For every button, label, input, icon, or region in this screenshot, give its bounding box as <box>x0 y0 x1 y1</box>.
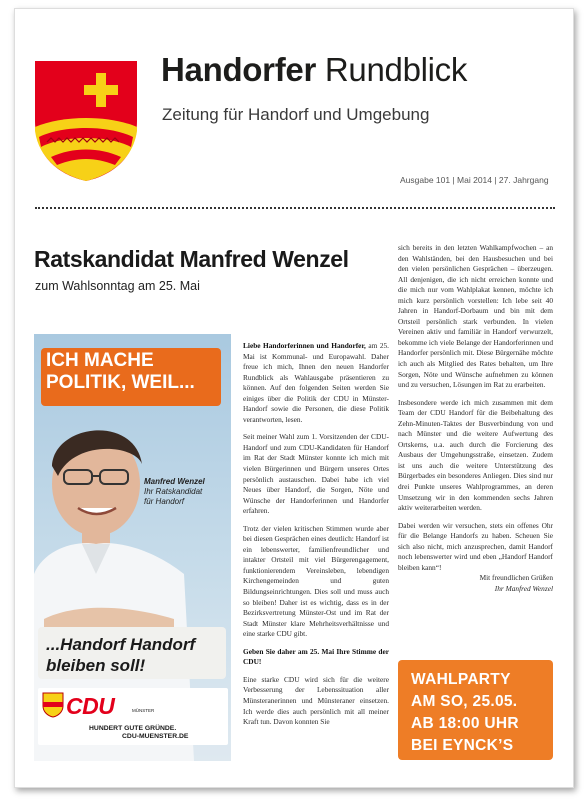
paragraph: Insbesondere werde ich mich zusammen mit dem Team der CDU Handorf für die Beibehaltung des Zehn-Minuten-Taktes der Busverbindung von und nach Münster und die weitere Aufwertung des Ortskerns, u.a. auch durch die Forcierung des Ausbaus der Umgehungsstraße, einsetzen. Zudem ist uns auch die weitere Unterstützung des Bürgerbades ein besonderes Anliegen. Dies sind nur drei Punkte unseres Wahlprogrammes, an deren Umsetzung wir in den kommenden sechs Jahren aktiv weiterarbeiten werden. <box>398 397 553 513</box>
paragraph: am 25. Mai ist Kommunal- und Europawahl. Daher freue ich mich, Ihnen den neuen Handorfer Rundblick als Wahlausgabe präsentieren zu können. Auf den folgenden Seiten werden Sie einiges über die Politik der CDU in Münster-Handorf sowie die Personen, die diese Politik verantworten, lesen. <box>243 341 389 424</box>
signature: Ihr Manfred Wenzel <box>494 583 553 593</box>
campaign-poster <box>34 334 231 761</box>
article-headline: Ratskandidat Manfred Wenzel <box>34 246 349 272</box>
paragraph: Dabei werden wir versuchen, stets ein offenes Ohr für die Belange Handorfs zu haben. Scheuen Sie sich also nicht, mich anzusprechen, damit Handorf noch lebenswerter wird und eben „Handorf Handorf bleiben kann“! <box>398 520 553 572</box>
wahlparty-text: WAHLPARTY AM SO, 25.05. AB 18:00 UHR BEI EYNCK’S <box>411 671 519 754</box>
speech-bubble-text: ICH MACHE POLITIK, WEIL... <box>46 350 195 393</box>
issue-info: Ausgabe 101 | Mai 2014 | 27. Jahrgang <box>400 175 549 185</box>
candidate-role-caption: Ihr Ratskandidat für Handorf <box>144 487 203 506</box>
candidate-name-caption: Manfred Wenzel <box>144 477 205 486</box>
paragraph: Eine starke CDU wird sich für die weitere Verbesserung der Lebenssituation aller Münsteranerinnen und Münsteraner einsetzen. Ich werde dies auch persönlich mit all meiner Kraft tun. Davon konnten Sie <box>243 674 389 727</box>
article-column-middle <box>243 341 389 728</box>
dotted-divider <box>35 207 555 209</box>
article-column-right <box>398 243 553 595</box>
handorf-crest-logo <box>33 59 139 183</box>
greeting: Liebe Handorferinnen und Handorfer, <box>243 341 366 350</box>
article-subhead: zum Wahlsonntag am 25. Mai <box>35 279 200 293</box>
cdu-url: CDU-MUENSTER.DE <box>122 733 189 740</box>
masthead-title: Handorfer Rundblick <box>161 51 468 88</box>
masthead-subtitle: Zeitung für Handorf und Umgebung <box>162 105 430 124</box>
newspaper-page <box>14 8 574 788</box>
closing: Mit freundlichen Grüßen <box>479 573 553 583</box>
cdu-logo: CDU <box>66 693 115 719</box>
cdu-city: MÜNSTER <box>132 708 155 713</box>
paragraph: Trotz der vielen kritischen Stimmen wurde aber bei diesen Gesprächen eines deutlich: Handorf ist ein lebenswerter, familienfreundlicher und intakter Ortsteil mit viel Bürgerengagement, funktionierendem Vereinsleben, lebendigen Kirchengemeinden und guten Bildungseinrichtungen. Dies soll und muss auch so bleiben! Daher ist es wichtig, dass es in der Bezirksvertretung Münster-Ost und im Rat der Stadt Münster klare Mehrheitsverhältnisse und eine starke CDU gibt. <box>243 523 389 639</box>
muenster-shield-icon <box>42 692 64 718</box>
paragraph: sich bereits in den letzten Wahlkampfwochen – an den Wahlständen, bei den Hausbesuchen und bei den vielen persönlichen Gesprächen – überzeugen. All denjenigen, die ich nicht erreichen konnte und die mich nur vom Wahlplakat kennen, möchte ich mich kurz persönlich vorstellen: Ich lebe seit 40 Jahren in Handorf-Dorbaum und bin mit dem Ortsteil persönlich stark verbunden. In vielen Vereinen aktiv und familiär in Handorf verwurzelt, bekomme ich viele Belange der Handorferinnen und Handorfer persönlich mit. Diese Bürgernähe möchte ich auch als Mitglied des Rates behalten, um Ihre Sorgen, Nöte und Wünsche aufnehmen zu können und zu versuchen, Lösungen im Rat zu erarbeiten. <box>398 243 553 390</box>
vote-appeal: Geben Sie daher am 25. Mai Ihre Stimme der CDU! <box>243 646 389 667</box>
cdu-claim: HUNDERT GUTE GRÜNDE. <box>89 725 177 732</box>
paragraph: Seit meiner Wahl zum 1. Vorsitzenden der CDU-Handorf und zum CDU-Kandidaten für Handorf im Rat der Stadt Münster konnte ich mich mit vielen Bürgerinnen und Bürgern unseres Ortes persönlich austauschen. Dabei habe ich viel Neues über Handorf, die Sorgen, Nöte und Wünsche der Handorferinnen und Handorfer erfahren. <box>243 432 389 516</box>
wahlparty-box <box>398 660 553 760</box>
slogan-text: ...Handorf Handorf bleiben soll! <box>46 635 196 675</box>
